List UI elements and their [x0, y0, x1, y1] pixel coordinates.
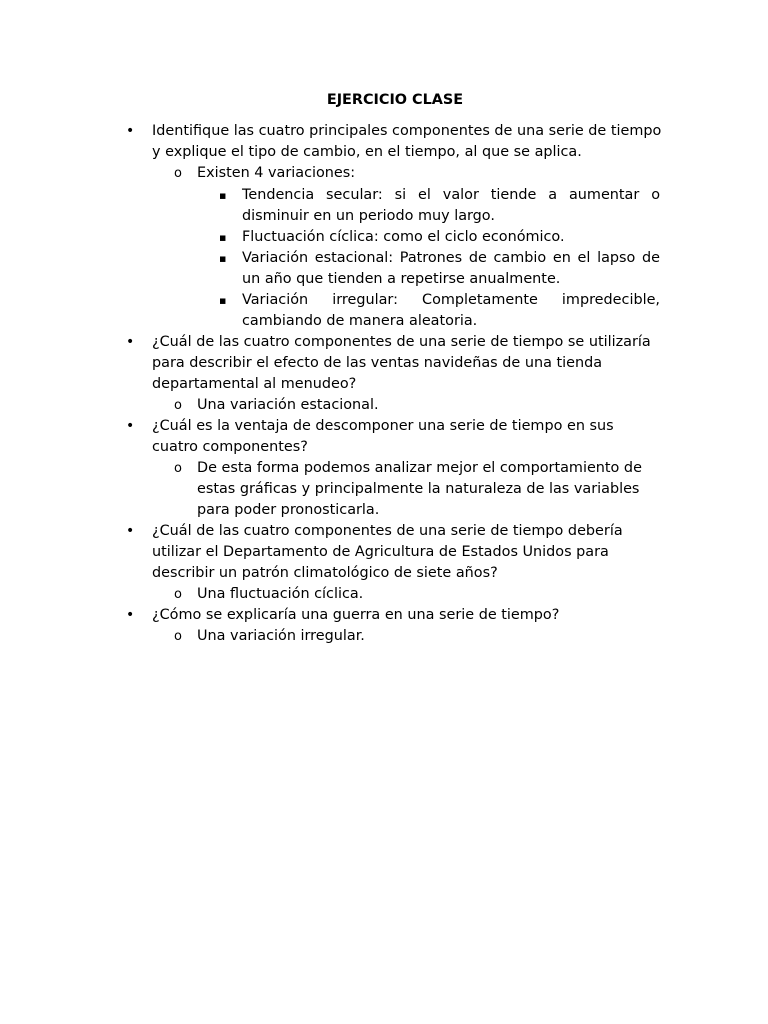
answer-text: Una variación irregular. — [197, 628, 365, 644]
square-bullet-icon: ▪ — [219, 252, 227, 265]
question-text: ¿Cuál de las cuatro componentes de una serie de tiempo debería utilizar el Departamento de Agricultura de Estados Unidos para describir un patrón climatológico de siete años? — [152, 523, 623, 581]
answer-text: Una fluctuación cíclica. — [197, 586, 364, 602]
bullet-icon: • — [126, 418, 135, 434]
answer-item — [174, 626, 662, 647]
variation-text: Tendencia secular: si el valor tiende a aumentar o disminuir en un periodo muy largo. — [242, 187, 660, 224]
circle-bullet-icon: o — [174, 165, 182, 181]
bullet-icon: • — [126, 523, 135, 539]
answer-text: De esta forma podemos analizar mejor el comportamiento de estas gráficas y principalmente la naturaleza de las variables para poder pronosticarla. — [197, 460, 642, 518]
question-item — [126, 332, 662, 395]
question-item — [126, 521, 662, 584]
variation-item — [219, 227, 660, 248]
question-text: ¿Cuál es la ventaja de descomponer una serie de tiempo en sus cuatro componentes? — [152, 418, 614, 455]
question-list — [0, 121, 768, 648]
bullet-icon: • — [126, 334, 135, 350]
answer-item — [174, 395, 662, 416]
square-bullet-icon: ▪ — [219, 231, 227, 244]
circle-bullet-icon: o — [174, 461, 182, 476]
question-item — [126, 605, 662, 626]
question-item — [126, 416, 662, 458]
answer-item — [174, 458, 662, 521]
variation-item — [219, 248, 660, 290]
answer-item — [174, 584, 662, 605]
variation-text: Fluctuación cíclica: como el ciclo económico. — [242, 229, 565, 245]
circle-bullet-icon: o — [174, 587, 182, 602]
variation-text: Variación irregular: Completamente impredecible, cambiando de manera aleatoria. — [242, 292, 660, 329]
circle-bullet-icon: o — [174, 398, 182, 413]
question-text: ¿Cómo se explicaría una guerra en una serie de tiempo? — [152, 607, 560, 623]
variation-text: Variación estacional: Patrones de cambio en el lapso de un año que tienden a repetirse anualmente. — [242, 250, 660, 287]
square-bullet-icon: ▪ — [219, 294, 227, 307]
question-text: ¿Cuál de las cuatro componentes de una serie de tiempo se utilizaría para describir el efecto de las ventas navideñas de una tienda departamental al menudeo? — [152, 334, 651, 392]
variation-item — [219, 185, 660, 227]
answer-text: Una variación estacional. — [197, 397, 379, 413]
answer-text: Existen 4 variaciones: — [197, 164, 356, 181]
answer-item — [174, 163, 662, 184]
question-item — [126, 121, 662, 163]
bullet-icon: • — [126, 122, 135, 139]
bullet-icon: • — [126, 607, 135, 623]
circle-bullet-icon: o — [174, 629, 182, 644]
variation-item — [219, 290, 660, 332]
square-bullet-icon: ▪ — [219, 189, 227, 202]
document-title: EJERCICIO CLASE — [326, 92, 464, 108]
question-text: Identifique las cuatro principales componentes de una serie de tiempo y explique el tipo de cambio, en el tiempo, al que se aplica. — [152, 122, 662, 160]
